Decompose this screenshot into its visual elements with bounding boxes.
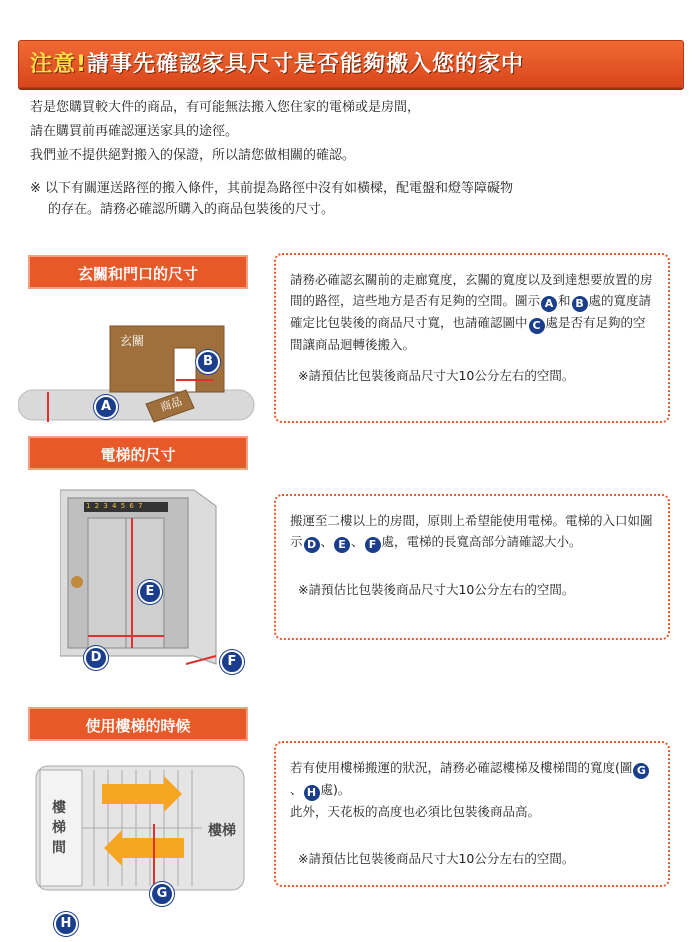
banner-title [30, 47, 524, 78]
entrance-info-box [274, 253, 670, 423]
marker-d-inline: D [304, 537, 320, 553]
precondition-note [30, 178, 670, 220]
stairs-label: 樓梯 [208, 823, 236, 839]
marker-c-inline: C [529, 318, 545, 334]
intro-line: 我們並不提供絕對搬入的保證，所以請您做相關的確認。 [30, 148, 356, 163]
stairs-text-a: 若有使用樓梯搬運的狀況，請務必確認樓梯及樓梯間的寬度(圖 [290, 760, 633, 775]
marker-f-inline: F [365, 537, 381, 553]
marker-a: A [94, 395, 118, 419]
stairs-text-c: 此外，天花板的高度也必須比包裝後商品高。 [290, 804, 541, 819]
section-heading-elevator: 電梯的尺寸 [28, 436, 248, 470]
landing-label: 樓梯間 [52, 800, 66, 856]
entrance-tip: ※請預估比包裝後商品尺寸大10公分左右的空間。 [298, 368, 575, 383]
elevator-text-b: 處，電梯的長寬高部分請確認大小。 [381, 534, 582, 549]
marker-e: E [138, 580, 162, 604]
intro-paragraph [30, 96, 680, 168]
warning-label: 注意! [30, 52, 88, 77]
marker-b: B [196, 350, 220, 374]
entrance-text-a: 請務必確認玄關前的走廊寬度，玄關的寬度以及到達想要放置的房間的路徑，這些地方是否有足夠的空間。圖示 [290, 272, 653, 308]
marker-d: D [84, 646, 108, 670]
marker-h: H [54, 912, 78, 936]
section-heading-entrance: 玄關和門口的尺寸 [28, 255, 248, 289]
product-label: 商品 [158, 394, 184, 415]
banner-heading: 請事先確認家具尺寸是否能夠搬入您的家中 [87, 52, 525, 77]
entrance-text-d: 處是否有足夠的空間讓商品迴轉後搬入。 [290, 315, 646, 352]
elevator-tip: ※請預估比包裝後商品尺寸大10公分左右的空間。 [298, 582, 575, 597]
stairs-info-box: 若有使用樓梯搬運的狀況，請務必確認樓梯及樓梯間的寬度(圖 G、 H 處)。 此外，天花板的高度也必須比包裝後商品高。 ※請預估比包裝後商品尺寸大10公分左右的空間。 [274, 741, 670, 887]
marker-b-inline: B [572, 296, 588, 312]
door-label: 玄關 [120, 334, 145, 348]
marker-f: F [220, 650, 244, 674]
note-line: 的存在。請務必確認所購入的商品包裝後的尺寸。 [48, 202, 335, 217]
intro-line: 若是您購買較大件的商品，有可能無法搬入您住家的電梯或是房間， [30, 100, 421, 115]
elevator-text-a: 搬運至二樓以上的房間，原則上希望能使用電梯。電梯的入口如圖示 [290, 513, 653, 549]
intro-line: 請在購買前再確認運送家具的途徑。 [30, 124, 239, 139]
marker-g: G [150, 882, 174, 906]
marker-g-inline: G [633, 763, 649, 779]
note-line: ※ 以下有關運送路徑的搬入條件，其前提為路徑中沒有如橫樑，配電盤和燈等障礙物 [30, 181, 514, 196]
marker-a-inline: A [541, 296, 557, 312]
elevator-info-box: 搬運至二樓以上的房間，原則上希望能使用電梯。電梯的入口如圖示 D 、 E 、 F 處，電梯的長寬高部分請確認大小。 ※請預估比包裝後商品尺寸大10公分左右的空間。 [274, 494, 670, 640]
section-heading-stairs: 使用樓梯的時候 [28, 707, 248, 741]
entrance-text-b: 和 [558, 293, 571, 308]
entrance-text-c: 處的寬度請確定比包裝後的商品尺寸寬，也請確認圖中 [290, 293, 652, 330]
marker-h-inline: H [304, 785, 320, 801]
stairs-text-b: 處)。 [320, 782, 351, 797]
marker-e-inline: E [334, 537, 350, 553]
stairs-tip: ※請預估比包裝後商品尺寸大10公分左右的空間。 [298, 851, 575, 866]
elevator-diagram [60, 488, 225, 668]
floor-indicator: 1 2 3 4 5 6 7 [86, 502, 144, 510]
